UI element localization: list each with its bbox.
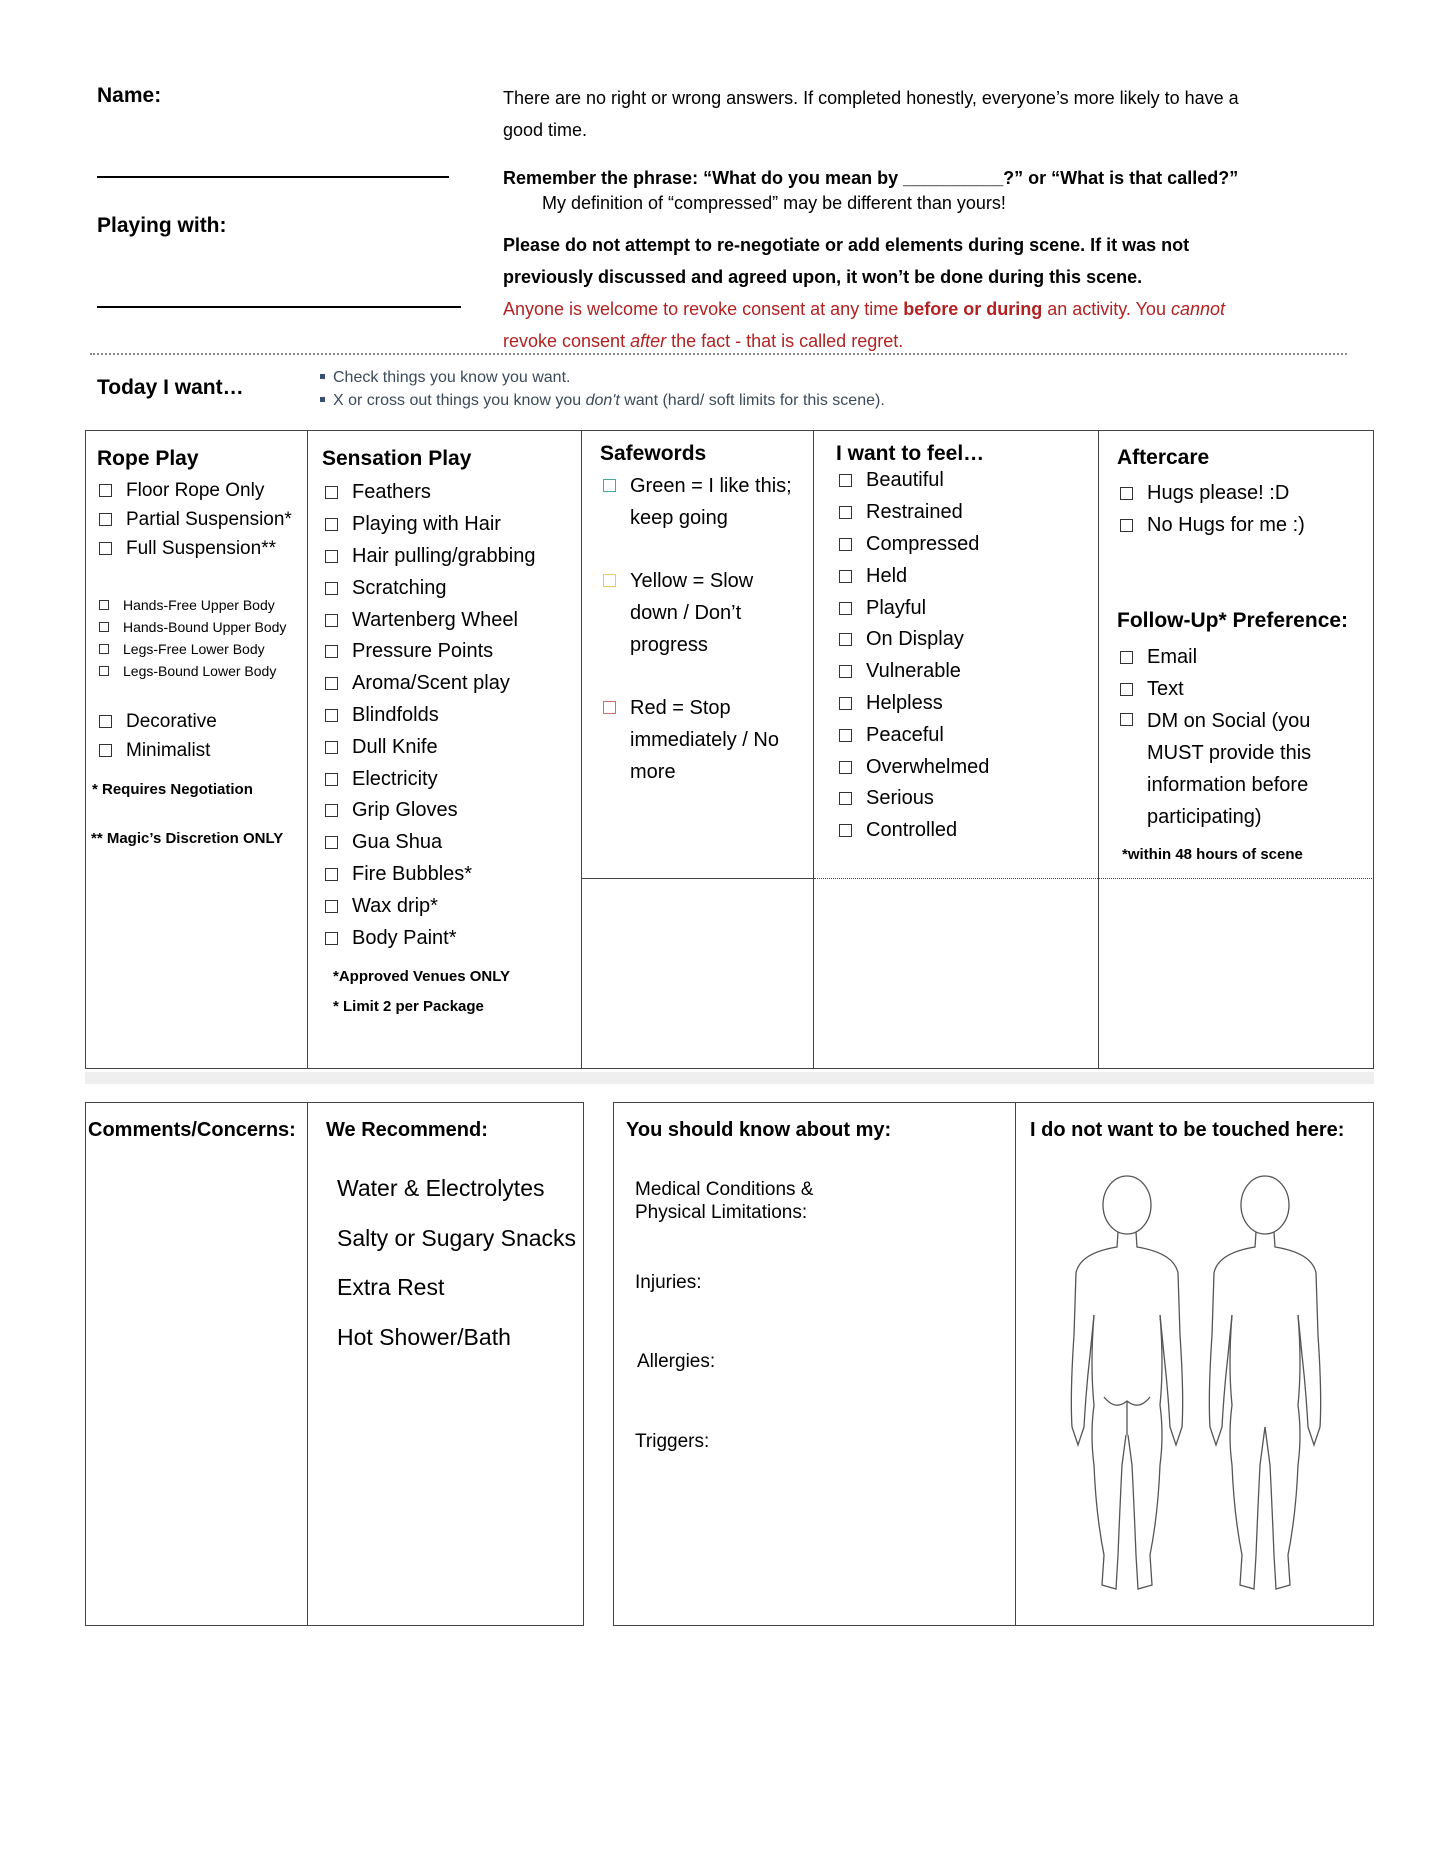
checkbox[interactable] xyxy=(325,804,338,817)
followup-list xyxy=(1120,641,1197,705)
intro-text xyxy=(503,82,1343,146)
checkbox[interactable] xyxy=(99,542,112,555)
grid-divider xyxy=(581,430,582,1069)
tie-option-label: Hands-Free Upper Body xyxy=(123,597,275,613)
checkbox[interactable] xyxy=(839,570,852,583)
feel-option-label: Vulnerable xyxy=(866,660,961,683)
checkbox[interactable] xyxy=(603,574,616,587)
feel-option[interactable] xyxy=(839,529,989,561)
checkbox[interactable] xyxy=(325,518,338,531)
sensation-option-label: Scratching xyxy=(352,576,447,599)
rope-option[interactable] xyxy=(99,534,292,563)
checkbox[interactable] xyxy=(325,614,338,627)
feel-option[interactable] xyxy=(839,560,989,592)
style-option[interactable] xyxy=(99,707,217,736)
checkbox[interactable] xyxy=(99,622,109,632)
feel-option-label: Serious xyxy=(866,787,934,810)
tie-option[interactable] xyxy=(99,594,286,616)
body-front-outline[interactable] xyxy=(1209,1176,1320,1589)
checkbox[interactable] xyxy=(99,744,112,757)
sensation-option[interactable] xyxy=(325,922,535,954)
safeword-red-line: more xyxy=(630,761,676,783)
feel-option[interactable] xyxy=(839,465,989,497)
sensation-option-label: Grip Gloves xyxy=(352,799,458,822)
sensation-option-label: Hair pulling/grabbing xyxy=(352,544,536,567)
renegotiate-notice xyxy=(503,229,1343,293)
checkbox[interactable] xyxy=(839,665,852,678)
sensation-option-label: Blindfolds xyxy=(352,703,439,726)
followup-option-label: Email xyxy=(1147,645,1198,668)
rope-option[interactable] xyxy=(99,505,292,534)
sensation-option[interactable] xyxy=(325,636,535,668)
grid-divider xyxy=(813,430,814,1069)
safeword-yellow-line: down / Don’t xyxy=(630,602,742,624)
checkbox[interactable] xyxy=(839,474,852,487)
feel-option[interactable] xyxy=(839,624,989,656)
sensation-option[interactable] xyxy=(325,795,535,827)
feel-option-label: Beautiful xyxy=(866,469,944,492)
checkbox[interactable] xyxy=(603,701,616,714)
aftercare-option-label: No Hugs for me :) xyxy=(1147,513,1305,536)
touch-title: I do not want to be touched here: xyxy=(1030,1119,1345,1141)
feel-option-label: Peaceful xyxy=(866,723,944,746)
recommend-title: We Recommend: xyxy=(326,1119,488,1141)
safeword-green-line: keep going xyxy=(630,507,728,529)
sensation-option-label: Aroma/Scent play xyxy=(352,672,510,695)
checkbox[interactable] xyxy=(99,715,112,728)
sensation-play-list xyxy=(325,477,535,954)
body-back-outline[interactable] xyxy=(1071,1176,1182,1589)
playing-with-label: Playing with: xyxy=(97,214,227,237)
consent-text-b: before or during xyxy=(903,299,1043,319)
tie-option[interactable] xyxy=(99,616,286,638)
dm-line: information before xyxy=(1147,774,1309,796)
aftercare-title: Aftercare xyxy=(1117,446,1210,469)
rope-note-negotiation: * Requires Negotiation xyxy=(92,781,253,798)
checkbox[interactable] xyxy=(1120,713,1133,726)
rope-play-list xyxy=(99,476,292,563)
grid-divider xyxy=(1015,1102,1016,1626)
comments-title: Comments/Concerns: xyxy=(88,1119,296,1141)
consent-notice xyxy=(503,293,1343,357)
sensation-option-label: Playing with Hair xyxy=(352,513,501,536)
hint-cross-text-a: X or cross out things you know you xyxy=(333,392,586,409)
checkbox[interactable] xyxy=(99,513,112,526)
checkbox[interactable] xyxy=(325,486,338,499)
checkbox[interactable] xyxy=(603,479,616,492)
checkbox[interactable] xyxy=(325,932,338,945)
today-title: Today I want… xyxy=(97,376,244,399)
style-option-label: Decorative xyxy=(126,710,217,732)
followup-title: Follow-Up* Preference: xyxy=(1117,609,1349,632)
consent-text-d: cannot xyxy=(1170,299,1226,319)
today-hints xyxy=(318,366,885,412)
checkbox[interactable] xyxy=(99,600,109,610)
feel-option[interactable] xyxy=(839,688,989,720)
checkbox[interactable] xyxy=(325,741,338,754)
safeword-red-line: immediately / No xyxy=(630,729,779,751)
style-option-label: Minimalist xyxy=(126,739,211,761)
recommend-item: Hot Shower/Bath xyxy=(337,1323,511,1350)
checkbox[interactable] xyxy=(325,773,338,786)
sensation-option[interactable] xyxy=(325,890,535,922)
checkbox[interactable] xyxy=(325,868,338,881)
sensation-option-label: Dull Knife xyxy=(352,735,438,758)
checkbox[interactable] xyxy=(99,484,112,497)
comments-field[interactable] xyxy=(88,1150,303,1620)
checkbox[interactable] xyxy=(839,633,852,646)
sensation-option-label: Pressure Points xyxy=(352,640,494,663)
checkbox[interactable] xyxy=(839,761,852,774)
sensation-option-label: Gua Shua xyxy=(352,831,443,854)
sensation-option[interactable] xyxy=(325,859,535,891)
checkbox[interactable] xyxy=(839,824,852,837)
checkbox[interactable] xyxy=(325,900,338,913)
sensation-option-label: Body Paint* xyxy=(352,926,457,949)
grid-divider xyxy=(307,430,308,1069)
rope-tie-list xyxy=(99,594,286,682)
dm-line: MUST provide this xyxy=(1147,742,1312,764)
sensation-option-label: Wax drip* xyxy=(352,894,438,917)
intro-line-2: good time. xyxy=(503,120,588,140)
sensation-play-title: Sensation Play xyxy=(322,447,472,470)
feel-option[interactable] xyxy=(839,815,989,847)
checkbox[interactable] xyxy=(839,602,852,615)
safeword-yellow[interactable] xyxy=(603,565,753,661)
feel-list xyxy=(839,465,989,847)
checkbox[interactable] xyxy=(839,792,852,805)
sensation-option[interactable] xyxy=(325,541,535,573)
name-label: Name: xyxy=(97,84,162,107)
safeword-yellow-line: Yellow = Slow xyxy=(630,570,754,592)
rope-style-list xyxy=(99,707,217,765)
aftercare-option[interactable] xyxy=(1120,509,1305,541)
feel-title: I want to feel… xyxy=(836,442,985,465)
consent-text-a: Anyone is welcome to revoke consent at any time xyxy=(503,299,904,319)
feel-option-label: Controlled xyxy=(866,819,958,842)
sensation-option-label: Fire Bubbles* xyxy=(352,862,473,885)
feel-option[interactable] xyxy=(839,719,989,751)
checkbox[interactable] xyxy=(1120,683,1133,696)
hint-cross-text-b: don't xyxy=(585,392,620,409)
recommend-list xyxy=(337,1175,576,1373)
sensation-option[interactable] xyxy=(325,509,535,541)
intro-line-1: There are no right or wrong answers. If completed honestly, everyone’s more likely to have a xyxy=(503,88,1239,108)
name-field-line[interactable] xyxy=(97,176,449,178)
feel-option[interactable] xyxy=(839,751,989,783)
know-title: You should know about my: xyxy=(626,1119,892,1141)
playing-with-field-line[interactable] xyxy=(97,306,461,308)
recommend-item: Extra Rest xyxy=(337,1274,445,1300)
sensation-option[interactable] xyxy=(325,604,535,636)
checkbox[interactable] xyxy=(1120,651,1133,664)
triggers-label: Triggers: xyxy=(635,1431,710,1452)
consent-text-c: an activity. You xyxy=(1042,299,1171,319)
feel-option[interactable] xyxy=(839,783,989,815)
checkbox[interactable] xyxy=(325,550,338,563)
safeword-red-line: Red = Stop xyxy=(630,697,731,719)
feel-option-label: Restrained xyxy=(866,501,963,524)
checkbox[interactable] xyxy=(325,677,338,690)
safeword-yellow-line: progress xyxy=(630,634,708,656)
checkbox[interactable] xyxy=(839,729,852,742)
remember-phrase: Remember the phrase: “What do you mean by __________?” or “What is that called?” xyxy=(503,168,1239,188)
recommend-item: Salty or Sugary Snacks xyxy=(337,1224,577,1251)
sensation-note-venues: *Approved Venues ONLY xyxy=(333,968,510,985)
safeword-red[interactable] xyxy=(603,692,779,788)
checkbox[interactable] xyxy=(325,709,338,722)
sensation-option[interactable] xyxy=(325,763,535,795)
rope-option[interactable] xyxy=(99,476,292,505)
checkbox[interactable] xyxy=(99,666,109,676)
aftercare-list xyxy=(1120,477,1305,541)
feel-option-label: Helpless xyxy=(866,691,943,714)
sensation-option[interactable] xyxy=(325,827,535,859)
grid-divider xyxy=(307,1102,308,1626)
feel-option-label: On Display xyxy=(866,628,964,651)
checkbox[interactable] xyxy=(839,506,852,519)
rope-option-label: Full Suspension** xyxy=(126,537,276,559)
grid-row-divider xyxy=(582,878,813,879)
sensation-option[interactable] xyxy=(325,731,535,763)
renegotiate-line-2: previously discussed and agreed upon, it won’t be done during this scene. xyxy=(503,267,1143,287)
followup-option[interactable] xyxy=(1120,641,1197,673)
hint-check-text: Check things you know you want. xyxy=(333,369,571,386)
consent-text-g: the fact - that is called regret. xyxy=(666,331,904,351)
allergies-label: Allergies: xyxy=(637,1351,716,1372)
header-divider xyxy=(90,353,1347,355)
followup-option-dm[interactable] xyxy=(1120,705,1311,833)
sensation-option[interactable] xyxy=(325,572,535,604)
grid-row-divider xyxy=(814,878,1374,879)
sensation-option[interactable] xyxy=(325,477,535,509)
dm-line: participating) xyxy=(1147,806,1262,828)
sensation-option[interactable] xyxy=(325,700,535,732)
medical-label xyxy=(635,1178,813,1224)
checkbox[interactable] xyxy=(1120,519,1133,532)
tie-option-label: Legs-Bound Lower Body xyxy=(123,663,277,679)
checkbox[interactable] xyxy=(839,697,852,710)
hint-cross xyxy=(318,389,885,412)
dm-line: DM on Social (you xyxy=(1147,710,1311,732)
recommend-item: Water & Electrolytes xyxy=(337,1175,545,1201)
hint-cross-text-c: want (hard/ soft limits for this scene). xyxy=(619,392,885,409)
feel-option-label: Compressed xyxy=(866,532,980,555)
body-diagram[interactable] xyxy=(1060,1165,1350,1615)
grid-divider xyxy=(1098,430,1099,1069)
tie-option-label: Legs-Free Lower Body xyxy=(123,641,265,657)
aftercare-option[interactable] xyxy=(1120,477,1305,509)
followup-note: *within 48 hours of scene xyxy=(1122,846,1303,863)
followup-option[interactable] xyxy=(1120,673,1197,705)
consent-text-f: after xyxy=(630,331,667,351)
medical-label-line: Physical Limitations: xyxy=(635,1202,808,1223)
checkbox[interactable] xyxy=(1120,487,1133,500)
feel-option-label: Overwhelmed xyxy=(866,755,990,778)
checkbox[interactable] xyxy=(839,538,852,551)
feel-option[interactable] xyxy=(839,497,989,529)
followup-option-label: Text xyxy=(1147,677,1184,700)
section-separator xyxy=(85,1072,1374,1084)
sensation-option[interactable] xyxy=(325,668,535,700)
rope-option-label: Floor Rope Only xyxy=(126,479,265,501)
checkbox[interactable] xyxy=(325,836,338,849)
medical-label-line: Medical Conditions & xyxy=(635,1179,814,1200)
sensation-option-label: Wartenberg Wheel xyxy=(352,608,518,631)
safewords-title: Safewords xyxy=(600,442,707,465)
injuries-label: Injuries: xyxy=(635,1272,702,1293)
hint-check xyxy=(318,366,885,389)
checkbox[interactable] xyxy=(325,645,338,658)
feel-option[interactable] xyxy=(839,592,989,624)
style-option[interactable] xyxy=(99,736,217,765)
checkbox[interactable] xyxy=(325,582,338,595)
checkbox[interactable] xyxy=(99,644,109,654)
safeword-green[interactable] xyxy=(603,470,792,534)
aftercare-option-label: Hugs please! :D xyxy=(1147,481,1290,504)
rope-note-discretion: ** Magic’s Discretion ONLY xyxy=(91,830,284,847)
sensation-option-label: Electricity xyxy=(352,767,438,790)
bullet-icon xyxy=(320,397,325,402)
tie-option[interactable] xyxy=(99,660,286,682)
rope-option-label: Partial Suspension* xyxy=(126,508,292,530)
tie-option[interactable] xyxy=(99,638,286,660)
sensation-option-label: Feathers xyxy=(352,481,431,504)
rope-play-title: Rope Play xyxy=(97,447,199,470)
renegotiate-line-1: Please do not attempt to re-negotiate or add elements during scene. If it was not xyxy=(503,235,1190,255)
sensation-note-limit: * Limit 2 per Package xyxy=(333,998,484,1015)
consent-text-e: revoke consent xyxy=(503,331,631,351)
safeword-green-line: Green = I like this; xyxy=(630,475,792,497)
feel-option[interactable] xyxy=(839,656,989,688)
feel-option-label: Held xyxy=(866,564,908,587)
feel-option-label: Playful xyxy=(866,596,927,619)
definition-note: My definition of “compressed” may be different than yours! xyxy=(542,193,1006,213)
tie-option-label: Hands-Bound Upper Body xyxy=(123,619,287,635)
bullet-icon xyxy=(320,374,325,379)
